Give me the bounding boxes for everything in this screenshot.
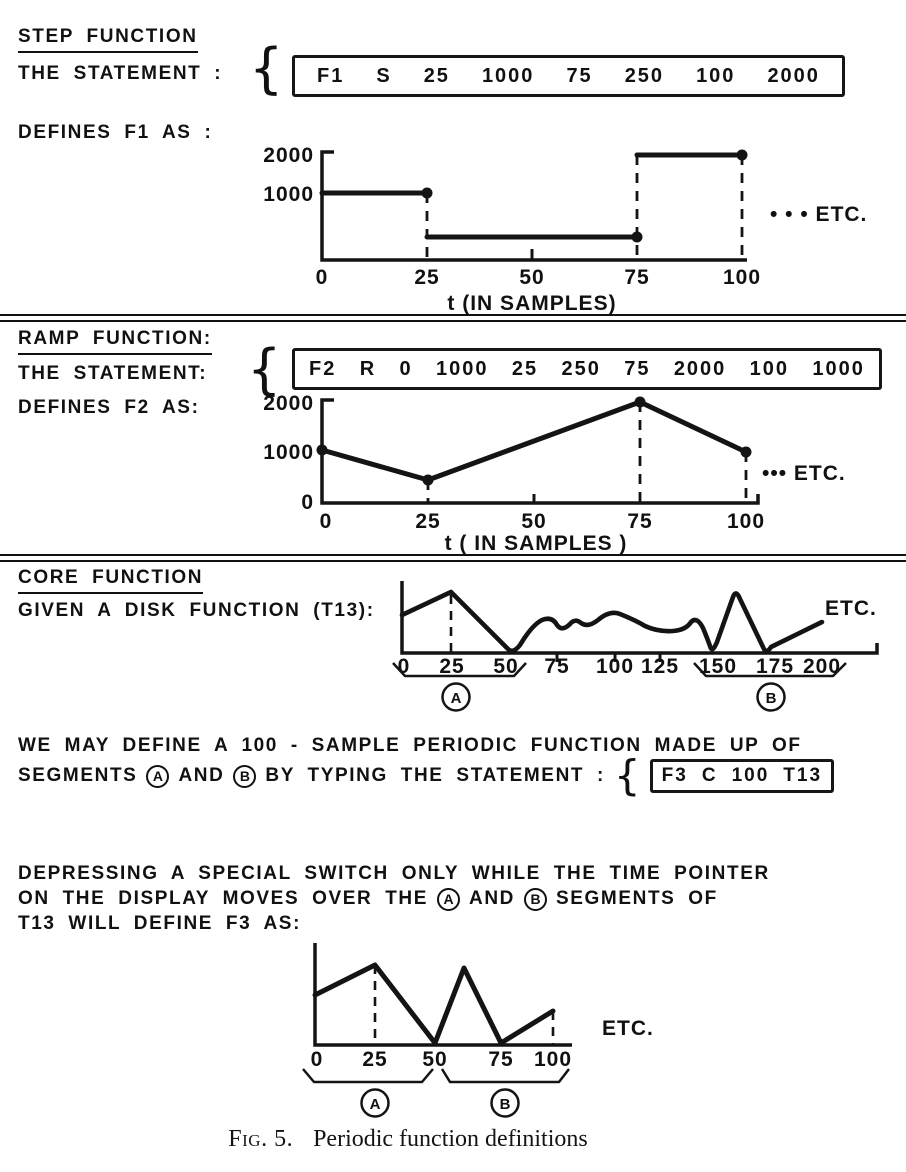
etc-label: ETC. [825, 597, 877, 620]
section-divider [0, 554, 906, 562]
statement-token: 2000 [673, 357, 727, 380]
paragraph-text: AND [178, 765, 225, 786]
etc-label: ETC. [602, 1017, 654, 1040]
step-plot [230, 128, 906, 316]
statement-token: T13 [783, 765, 823, 786]
x-tick-label: 50 [493, 655, 519, 678]
f3-plot [280, 935, 710, 1121]
x-tick-label: 75 [488, 1048, 514, 1071]
y-tick-label: 1000 [263, 183, 314, 206]
ramp-plot [240, 388, 906, 554]
step-plot-dashed-lines [427, 155, 742, 260]
figure-caption [0, 1126, 906, 1153]
f3-statement-brace: { [613, 751, 641, 800]
segment-a-badge: A [437, 888, 460, 911]
y-tick-label: 2000 [263, 392, 314, 415]
x-tick-label: 100 [533, 1048, 573, 1071]
paragraph-text: SEGMENTS [18, 765, 138, 786]
statement-token: 1000 [481, 64, 535, 87]
x-tick-label: 150 [698, 655, 738, 678]
x-tick-label: 100 [722, 266, 762, 289]
defines-f1-label: DEFINES F1 AS : [18, 122, 213, 143]
ramp-function-curve [322, 402, 746, 480]
x-tick-label: 25 [362, 1048, 388, 1071]
x-tick-label: 50 [519, 266, 545, 289]
segment-b-badge: B [524, 888, 547, 911]
x-tick-label: 200 [802, 655, 842, 678]
x-tick-label: 25 [415, 510, 441, 533]
statement-token: 1000 [436, 357, 489, 380]
f3-plot-axes [315, 943, 572, 1045]
statement-token: R [359, 357, 377, 380]
x-tick-label: 25 [414, 266, 440, 289]
defines-f2-label: DEFINES F2 AS: [18, 397, 200, 418]
x-tick-label: 0 [315, 266, 329, 289]
etc-label: • • • ETC. [770, 203, 868, 226]
disk-function-curve [402, 592, 822, 651]
statement-token: 100 [696, 64, 736, 87]
ramp-statement-label: THE STATEMENT: [18, 363, 208, 384]
step-plot-dots [422, 150, 748, 243]
x-tick-label: 50 [521, 510, 547, 533]
figure-caption-text: Periodic function definitions [313, 1126, 588, 1152]
segment-a-letter: A [369, 1096, 381, 1113]
step-statement-label: THE STATEMENT : [18, 63, 223, 84]
section-divider [0, 314, 906, 322]
step-section-title: STEP FUNCTION [18, 26, 198, 53]
step-function-curve [322, 155, 742, 237]
statement-token: F3 [661, 765, 688, 786]
statement-token: 25 [423, 64, 450, 87]
statement-token: 100 [731, 765, 770, 786]
x-tick-label: 125 [640, 655, 680, 678]
etc-label: ••• ETC. [762, 462, 846, 485]
y-tick-label: 2000 [263, 144, 314, 167]
figure-caption-number: Fig. 5. [228, 1126, 294, 1152]
statement-token: S [376, 64, 392, 87]
x-tick-label: 50 [422, 1048, 448, 1071]
core-plot [390, 575, 906, 720]
segment-b-letter: B [765, 690, 777, 707]
x-tick-label: 100 [726, 510, 766, 533]
statement-token: C [701, 765, 718, 786]
x-tick-label: 75 [544, 655, 570, 678]
statement-token: 2000 [767, 64, 820, 87]
paragraph-line: WE MAY DEFINE A 100 - SAMPLE PERIODIC FUNCTION MADE UP OF [18, 735, 802, 756]
x-axis-label: t ( IN SAMPLES ) [444, 532, 628, 555]
paragraph-line-with-badges [18, 886, 718, 912]
step-statement-brace: { [249, 37, 284, 100]
step-statement-box [292, 55, 845, 97]
ramp-plot-dashed-lines [428, 402, 746, 503]
segment-b-letter: B [499, 1096, 511, 1113]
f3-function-curve [315, 965, 553, 1043]
statement-token: 0 [399, 357, 413, 380]
x-tick-label: 0 [397, 655, 411, 678]
given-disk-function-label: GIVEN A DISK FUNCTION (T13): [18, 600, 375, 621]
f3-statement-box [650, 759, 834, 793]
segment-b-badge: B [233, 765, 256, 788]
statement-token: F1 [317, 64, 345, 87]
paragraph-text: SEGMENTS OF [556, 888, 718, 909]
x-tick-label: 75 [624, 266, 650, 289]
paragraph-line: T13 WILL DEFINE F3 AS: [18, 913, 301, 934]
y-tick-label: 0 [301, 491, 314, 514]
paragraph-line-with-statement [18, 751, 834, 800]
x-tick-label: 0 [310, 1048, 324, 1071]
statement-token: 100 [749, 357, 790, 380]
x-tick-label: 100 [595, 655, 635, 678]
statement-token: F2 [309, 357, 337, 380]
step-plot-axes [322, 152, 747, 260]
ramp-statement-box [292, 348, 882, 390]
core-section-title: CORE FUNCTION [18, 567, 203, 594]
paragraph-text: BY TYPING THE STATEMENT : [265, 765, 605, 786]
statement-token: 250 [624, 64, 665, 87]
f3-plot-dashed-lines [375, 965, 553, 1045]
ramp-section-title: RAMP FUNCTION: [18, 328, 212, 355]
paragraph-text: ON THE DISPLAY MOVES OVER THE [18, 888, 429, 909]
ramp-plot-axes [322, 400, 758, 503]
x-tick-label: 175 [755, 655, 795, 678]
paragraph-line: DEPRESSING A SPECIAL SWITCH ONLY WHILE THE TIME POINTER [18, 863, 770, 884]
x-tick-label: 0 [319, 510, 333, 533]
x-tick-label: 25 [439, 655, 465, 678]
paragraph-text: AND [469, 888, 515, 909]
segment-a-letter: A [450, 690, 462, 707]
statement-token: 75 [624, 357, 651, 380]
statement-token: 75 [566, 64, 593, 87]
segment-a-badge: A [146, 765, 169, 788]
statement-token: 25 [511, 357, 539, 380]
statement-token: 1000 [812, 357, 865, 380]
y-tick-label: 1000 [263, 441, 314, 464]
x-axis-label: t (IN SAMPLES) [447, 292, 617, 315]
x-tick-label: 75 [627, 510, 653, 533]
statement-token: 250 [561, 357, 601, 380]
ramp-statement-brace: { [247, 338, 282, 401]
